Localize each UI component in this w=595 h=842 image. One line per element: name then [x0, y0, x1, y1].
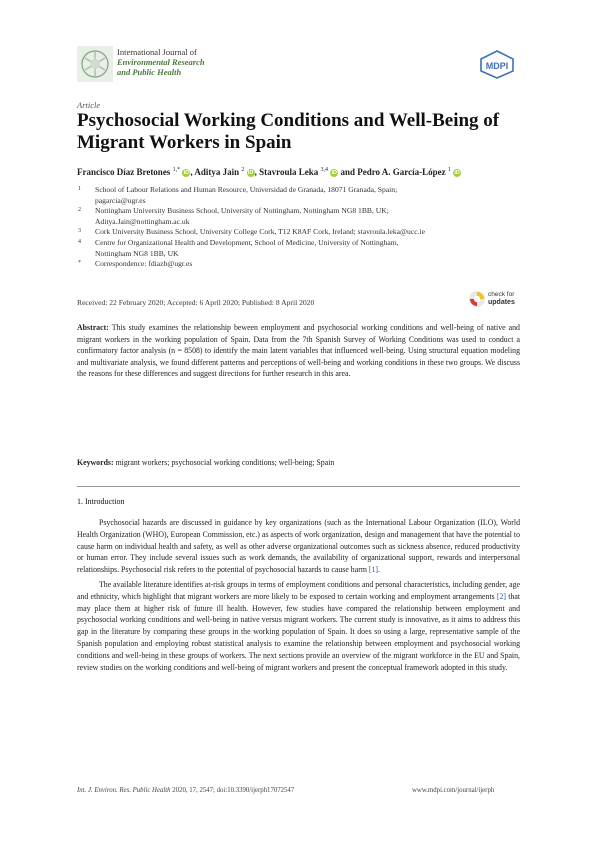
author-name: Pedro A. García-López — [357, 167, 446, 177]
affiliation-number: 1 — [78, 186, 81, 192]
footer-citation — [77, 787, 294, 794]
author-separator: , — [190, 167, 193, 177]
introduction-body — [77, 517, 520, 676]
affiliation-text-cont: Nottingham NG8 1BB, UK — [95, 248, 179, 258]
citation-link[interactable]: [2] — [496, 591, 507, 601]
affiliation-item — [78, 227, 538, 238]
mdpi-logo-text: MDPI — [485, 61, 509, 71]
check-for-updates-badge[interactable] — [468, 289, 524, 311]
affiliation-email[interactable]: pagarcia@ugr.es — [95, 195, 146, 205]
paragraph-text: . — [378, 565, 381, 575]
affiliation-item — [78, 206, 538, 227]
correspondence-item — [78, 259, 538, 270]
footer-journal-abbr: Int. J. Environ. Res. Public Health — [77, 787, 171, 794]
section-heading: 1. Introduction — [77, 497, 125, 506]
mdpi-logo — [478, 49, 516, 79]
author-conjunction: and — [340, 167, 355, 177]
article-type: Article — [77, 100, 101, 110]
affiliation-number: 2 — [78, 207, 81, 214]
journal-name-line3: and Public Health — [117, 67, 182, 77]
journal-logo — [77, 46, 113, 82]
paragraph-text: that may place them at higher risk of future ill health. However, few studies have compared the relationship between employment and psychosocial working conditions and well-being in native versus migrant workers. The current study is innovative, as it aims to address this gap in the literature by comparing these groups in the working population of Spain. It does so using a large, representative sample of the Spanish population and employing robust statistical analysis to examine the relationship between employment and psychosocial working conditions and well-being in these groups of workers. The next sections provide an overview of the migrant workforce in the EU and Spain, review studies on the working conditions and well-being of migrant workers and present the conceptual framework adopted in this study. — [77, 591, 520, 672]
affiliation-item — [78, 185, 538, 206]
footer-url[interactable]: www.mdpi.com/journal/ijerph — [412, 787, 495, 794]
keywords-text: migrant workers; psychosocial working conditions; well-being; Spain — [115, 458, 335, 467]
affiliation-number: 4 — [78, 238, 81, 245]
author-superscript: 2 — [241, 167, 245, 173]
check-updates-line1: check for — [488, 291, 515, 298]
citation-link[interactable]: [1] — [368, 565, 379, 575]
author-separator: , — [254, 167, 257, 177]
orcid-icon[interactable]: iD — [454, 170, 460, 176]
affiliation-text: Cork University Business School, University College Cork, T12 K8AF Cork, Ireland; stavroula.leka@ucc.ie — [95, 227, 425, 237]
abstract — [77, 322, 520, 380]
affiliation-number: 3 — [78, 228, 81, 235]
orcid-icon[interactable]: iD — [183, 170, 190, 176]
keywords-label: Keywords: — [77, 458, 114, 467]
publication-dates: Received: 22 February 2020; Accepted: 6 April 2020; Published: 8 April 2020 — [77, 298, 315, 307]
affiliation-email[interactable]: Aditya.Jain@nottingham.ac.uk — [95, 216, 190, 226]
keywords — [77, 458, 520, 467]
journal-name — [117, 47, 205, 77]
check-updates-text — [488, 291, 515, 306]
affiliation-number: * — [78, 260, 81, 267]
abstract-text: This study examines the relationship beween employment and psychosocial working conditions and well-being of native and migrant workers in the working population of Spain. Data from the 7th Spanish Survey of Working Conditions was used to conduct a confirmatory factor analysis (n = 8508) to identify the main latent variables that influenced well-being. Using structural equation modeling and multivariate analysis, we found different patterns and perceptions of well-being and working conditions in these two groups. We discuss the reasons for these differences and suggest directions for further research in this area. — [77, 323, 520, 379]
affiliation-item — [78, 238, 538, 259]
affiliation-text: Nottingham University Business School, University of Nottingham, Nottingham NG8 1BB, UK; — [95, 206, 389, 216]
affiliation-text: School of Labour Relations and Human Resource, Universidad de Granada, 18071 Granada, Spain; — [95, 185, 398, 194]
footer-volume-doi: 2020, 17, 2547; doi:10.3390/ijerph17072547 — [172, 787, 295, 794]
check-updates-icon — [468, 290, 486, 308]
paragraph-text: The available literature identifies at-risk groups in terms of employment conditions and personal characteristics, including gender, age and ethnicity, which highlight that migrant workers are more likely to be exposed to certain working and employment arrangements — [77, 579, 520, 601]
affiliation-text: Centre for Organizational Health and Development, School of Medicine, University of Nottingham, — [95, 237, 399, 247]
affiliation-list — [78, 185, 538, 270]
journal-name-line1: International Journal of — [117, 47, 197, 57]
author-superscript: 1,* — [172, 167, 181, 173]
abstract-label: Abstract: — [77, 323, 109, 332]
author-superscript: 1 — [447, 167, 451, 173]
paragraph — [77, 517, 520, 576]
author-name: Francisco Díaz Bretones — [77, 167, 171, 177]
article-title: Psychosocial Working Conditions and Well-Being of Migrant Workers in Spain — [77, 110, 500, 153]
journal-name-line2: Environmental Research — [117, 57, 205, 67]
check-updates-line2: updates — [488, 298, 515, 306]
author-name: Stavroula Leka — [259, 167, 319, 177]
orcid-icon[interactable]: iD — [247, 170, 254, 176]
author-superscript: 3,4 — [320, 167, 328, 173]
paragraph — [77, 579, 520, 673]
section-divider — [77, 486, 520, 487]
author-list — [77, 167, 547, 177]
author-name: Aditya Jain — [194, 167, 240, 177]
correspondence-text[interactable]: Correspondence: fdiazb@ugr.es — [95, 259, 193, 269]
orcid-icon[interactable]: iD — [331, 170, 337, 176]
paragraph-text: Psychosocial hazards are discussed in guidance by key organizations (such as the International Labour Organization (ILO), World Health Organization (WHO), European Commission, etc.) as aspects of work organization, design and management that have the potential to cause harm on individual health and safety, as well as other adverse organizational outcomes such as sickness absence, reduced productivity or human error. They include several issues such as work demands, the availability of organizational support, rewards and interpersonal relationships. Psychosocial risk refers to the potential of psychosocial hazards to cause harm — [77, 518, 520, 575]
